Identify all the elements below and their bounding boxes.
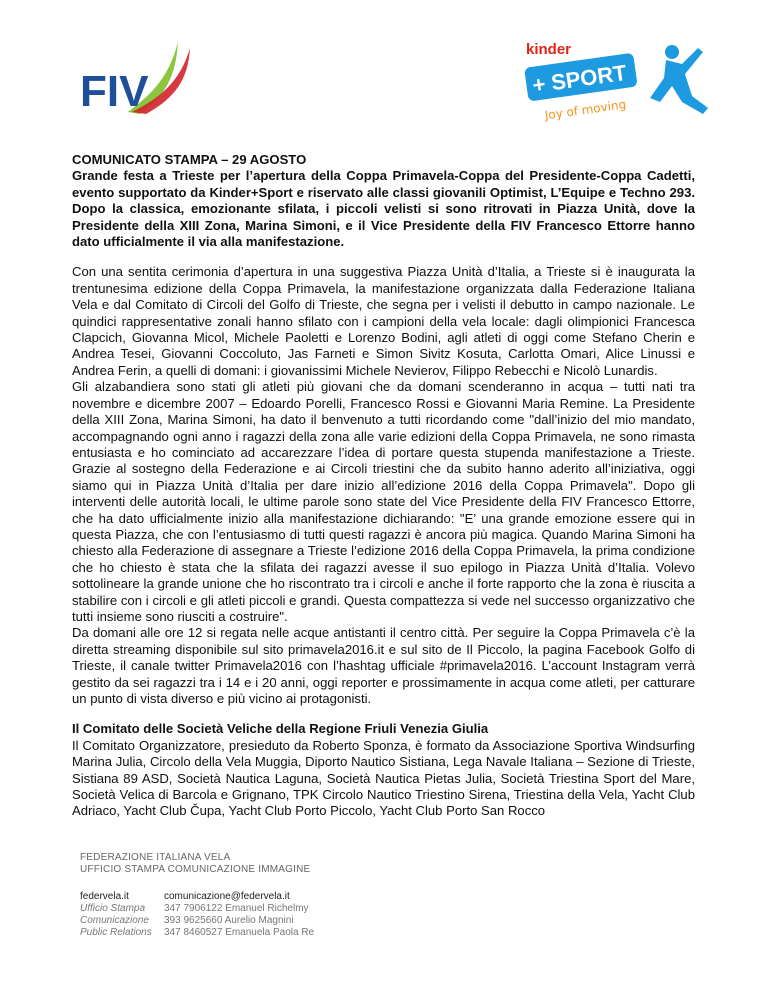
fiv-logo bbox=[80, 40, 210, 115]
footer-label: Ufficio Stampa bbox=[80, 902, 146, 914]
release-title: COMUNICATO STAMPA – 29 AGOSTO bbox=[72, 152, 307, 167]
footer bbox=[80, 852, 314, 940]
footer-dept: UFFICIO STAMPA COMUNICAZIONE IMMAGINE bbox=[80, 864, 311, 876]
fiv-logo-text: FIV bbox=[80, 67, 149, 115]
kinder-sport-logo bbox=[522, 38, 712, 130]
press-release bbox=[72, 152, 695, 820]
fiv-logo-graphic bbox=[80, 40, 210, 115]
release-lead: Grande festa a Trieste per l’apertura della Coppa Primavela-Coppa del Presidente-Coppa Cadetti, evento supportato da Kinder+Sport e riservato alle classi giovanili Optimist, L’Equipe e Techno 293. Dopo la classica, emozionante sfilata, i piccoli velisti si sono ritrovati in Piazza Unità, dove la Presidente della XIII Zona, Marina Simoni, e il Vice Presidente della FIV Francesco Ettorre hanno dato ufficialmente il via alla manifestazione. bbox=[72, 168, 695, 250]
tagline-text: Joy of moving bbox=[543, 97, 627, 123]
footer-site[interactable]: federvela.it bbox=[80, 890, 129, 902]
section-title: Il Comitato delle Società Veliche della Regione Friuli Venezia Giulia bbox=[72, 721, 489, 737]
sport-text: + SPORT bbox=[530, 59, 629, 98]
footer-label: Public Relations bbox=[80, 927, 152, 939]
body-paragraph-2: Gli alzabandiera sono stati gli atleti più giovani che da domani scenderanno in acqua – tutti nati tra novembre e dicembre 2007 – Edoardo Porelli, Francesco Rossi e Giovanni Maria Remine. La Presidente della XIII Zona, Marina Simoni, ha dato il benvenuto a tutti ricordando come "dall’inizio del mio mandato, accompagnando ogni anno i ragazzi della zona alle varie edizioni della Coppa Primavela, ne sono rimasta entusiasta e ho cominciato ad accarezzare l’idea di portare questa stupenda manifestazione a Trieste. Grazie al sostegno della Federazione e ai Circoli triestini che da subito hanno aderito all’iniziativa, oggi siamo qui in Piazza Unità d’Italia per dare inizio all’edizione 2016 della Coppa Primavela". Dopo gli interventi delle autorità locali, le ultime parole sono state del Vice Presidente della FIV Francesco Ettorre, che ha dato ufficialmente inizio alla manifestazione dichiarando: "E’ una grande emozione essere qui in questa Piazza, che con l’entusiasmo di tutti questi ragazzi è ancora più magica. Quando Marina Simoni ha chiesto alla Federazione di assegnare a Trieste l’edizione 2016 della Coppa Primavela, la prima condizione che ho chiesto è stata che la sfilata dei ragazzi avesse il suo epilogo in Piazza Unità d’Italia. Volevo sottolineare la grande unione che ho riscontrato tra i circoli e anche il forte rapporto che la zona è riuscita a stabilire con i circoli e gli atleti piccoli e grandi. Questa compattezza si vede nel successo organizzativo che tutti insieme sono riusciti a costruire". bbox=[72, 379, 695, 624]
footer-phone: 347 7906122 Emanuel Richelmy bbox=[164, 902, 309, 914]
footer-phone: 393 9625660 Aurelio Magnini bbox=[164, 915, 294, 927]
footer-phone: 347 8460527 Emanuela Paola Re bbox=[164, 927, 315, 939]
footer-org: FEDERAZIONE ITALIANA VELA bbox=[80, 852, 231, 863]
body-paragraph-4: Il Comitato Organizzatore, presieduto da Roberto Sponza, è formato da Associazione Sportiva Windsurfing Marina Julia, Circolo della Vela Muggia, Diporto Nautico Sistiana, Lega Navale Italiana – Sezione di Trieste, Sistiana 89 ASD, Società Nautica Laguna, Società Nautica Pietas Julia, Società Triestina Sport del Mare, Società Velica di Barcola e Grignano, TPK Circolo Nautico Triestino Sirena, Triestina della Vela, Yacht Club Adriaco, Yacht Club Čupa, Yacht Club Porto Piccolo, Yacht Club Porto San Rocco bbox=[72, 737, 695, 819]
runner-icon bbox=[650, 45, 708, 114]
footer-contacts bbox=[80, 891, 314, 940]
body-paragraph-1: Con una sentita cerimonia d’apertura in una suggestiva Piazza Unità d’Italia, a Trieste si è inaugurata la trentunesima edizione della Coppa Primavela, la manifestazione organizzata dalla Federazione Italiana Vela e dal Comitato di Circoli del Golfo di Trieste, che segna per i velisti il debutto in campo nazionale. Le quindici rappresentative zonali hanno sfilato con i campioni della vela locale: dagli olimpionici Francesca Clapcich, Giovanna Micol, Michele Paoletti e Lorenzo Bodini, agli atleti di oggi come Stefano Cherin e Andrea Tesei, Giovanni Coccoluto, Jas Farneti e Simon Sivitz Kosuta, Carlotta Omari, Alice Linussi e Andrea Ferin, a quelli di domani: i giovanissimi Michele Nevierov, Filippo Rebecchi e Nicolò Lunardis. bbox=[72, 264, 695, 378]
footer-email[interactable]: comunicazione@federvela.it bbox=[164, 890, 290, 902]
kinder-brand-text: kinder bbox=[526, 41, 572, 58]
footer-label: Comunicazione bbox=[80, 915, 149, 927]
kinder-sport-graphic bbox=[522, 38, 712, 130]
body-paragraph-3: Da domani alle ore 12 si regata nelle acque antistanti il centro città. Per seguire la Coppa Primavela c’è la diretta streaming disponibile sul sito primavela2016.it e sul sito de Il Piccolo, la pagina Facebook Golfo di Trieste, il canale twitter Primavela2016 con l’hashtag ufficiale #primavela2016. L’account Instagram verrà gestito da sei ragazzi tra i 14 e i 20 anni, oggi reporter e prossimamente in acqua come atleti, per catturare un punto di vista diverso e più vicino ai protagonisti. bbox=[72, 625, 695, 706]
